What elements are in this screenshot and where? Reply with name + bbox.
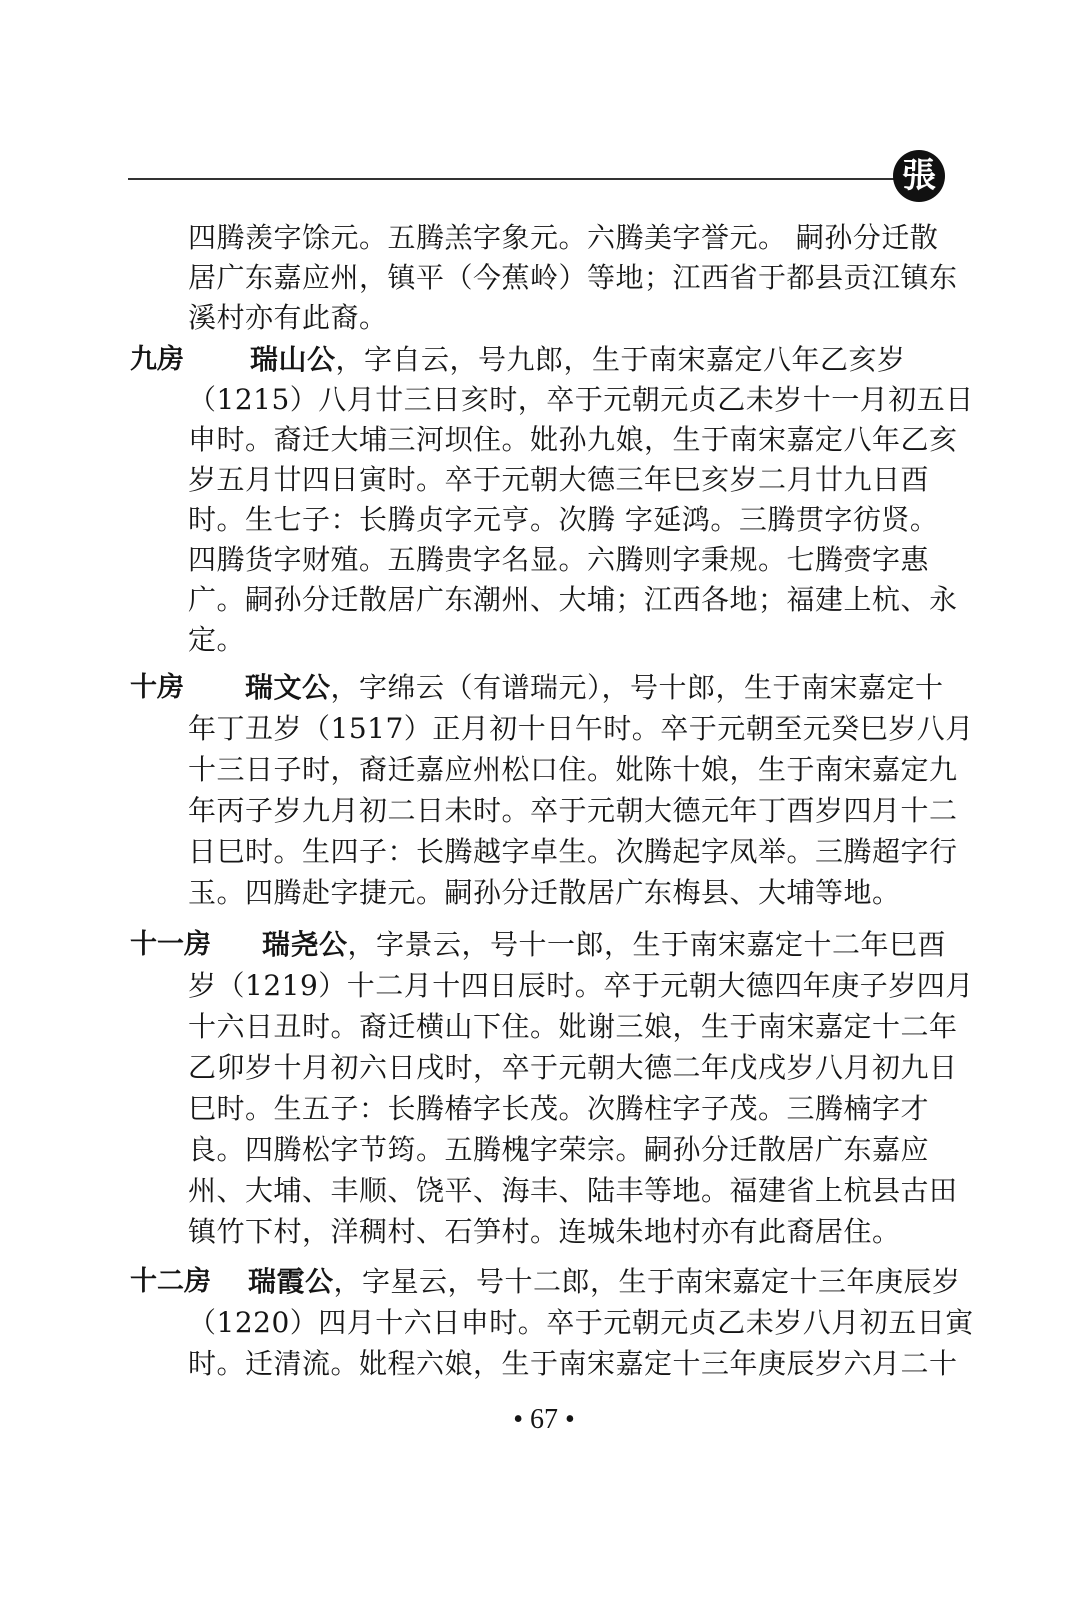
entry-line: 申时。裔迁大埔三河坝住。妣孙九娘，生于南宋嘉定八年乙亥 xyxy=(188,423,958,456)
entry-name: 瑞山公 xyxy=(250,343,336,376)
entry-line: 岁五月廿四日寅时。卒于元朝大德三年巳亥岁二月廿九日酉 xyxy=(188,463,930,496)
entry-line: 岁（1219）十二月十四日辰时。卒于元朝大德四年庚子岁四月 xyxy=(188,969,974,1002)
entry-line: 时。迁清流。妣程六娘，生于南宋嘉定十三年庚辰岁六月二十 xyxy=(188,1347,958,1380)
entry-line: 日巳时。生四子：长腾越字卓生。次腾起字凤举。三腾超字行 xyxy=(188,835,958,868)
entry-line: 良。四腾松字节筠。五腾槐字荣宗。嗣孙分迁散居广东嘉应 xyxy=(188,1133,930,1166)
entry-line: 十六日丑时。裔迁横山下住。妣谢三娘，生于南宋嘉定十二年 xyxy=(188,1010,958,1043)
continuation-line: 居广东嘉应州，镇平（今蕉岭）等地；江西省于都县贡江镇东 xyxy=(188,261,958,294)
entry-line: 州、大埔、丰顺、饶平、海丰、陆丰等地。福建省上杭县古田 xyxy=(188,1174,958,1207)
entry-line: 乙卯岁十月初六日戌时，卒于元朝大德二年戊戌岁八月初九日 xyxy=(188,1051,958,1084)
entry-label: 九房 xyxy=(130,344,184,375)
entry-line: 广。嗣孙分迁散居广东潮州、大埔；江西各地；福建上杭、永 xyxy=(188,583,958,616)
header-rule xyxy=(128,178,900,180)
entry-first-text: ，字绵云（有谱瑞元），号十郎，生于南宋嘉定十 xyxy=(330,671,944,704)
entry-line: （1220）四月十六日申时。卒于元朝元贞乙未岁八月初五日寅 xyxy=(188,1306,974,1339)
entry-first-text: ，字星云，号十二郎，生于南宋嘉定十三年庚辰岁 xyxy=(333,1265,961,1298)
entry-first-line xyxy=(248,1262,961,1302)
entry-line: 玉。四腾赴字捷元。嗣孙分迁散居广东梅县、大埔等地。 xyxy=(188,876,901,909)
entry-line: （1215）八月廿三日亥时，卒于元朝元贞乙未岁十一月初五日 xyxy=(188,383,974,416)
entry-line: 年丙子岁九月初二日未时。卒于元朝大德元年丁酉岁四月十二 xyxy=(188,794,958,827)
entry-first-line xyxy=(245,668,944,708)
page-number: • 67 • xyxy=(513,1404,575,1435)
continuation-line: 溪村亦有此裔。 xyxy=(188,301,388,334)
entry-line: 时。生七子：长腾贞字元亨。次腾 字延鸿。三腾贯字彷贤。 xyxy=(188,503,939,536)
entry-label: 十房 xyxy=(130,672,184,703)
seal-glyph: 張 xyxy=(902,156,936,196)
entry-label: 十二房 xyxy=(130,1266,211,1297)
entry-name: 瑞文公 xyxy=(245,671,331,704)
entry-line: 四腾货字财殖。五腾贵字名显。六腾则字秉规。七腾赍字惠 xyxy=(188,543,930,576)
entry-line: 镇竹下村，洋稠村、石笋村。连城朱地村亦有此裔居住。 xyxy=(188,1215,901,1248)
entry-label: 十一房 xyxy=(130,929,211,960)
entry-line: 巳时。生五子：长腾椿字长茂。次腾柱字子茂。三腾楠字才 xyxy=(188,1092,930,1125)
entry-first-text: ，字景云，号十一郎，生于南宋嘉定十二年巳酉 xyxy=(347,928,947,961)
entry-first-line xyxy=(262,925,946,965)
entry-first-line xyxy=(250,340,906,380)
entry-line: 年丁丑岁（1517）正月初十日午时。卒于元朝至元癸巳岁八月 xyxy=(188,712,974,745)
entry-first-text: ，字自云，号九郎，生于南宋嘉定八年乙亥岁 xyxy=(335,343,906,376)
entry-name: 瑞尧公 xyxy=(262,928,348,961)
continuation-line: 四腾羡字馀元。五腾羔字象元。六腾美字誉元。 嗣孙分迁散 xyxy=(188,221,939,254)
zhang-seal-logo xyxy=(893,150,945,202)
entry-line: 十三日子时，裔迁嘉应州松口住。妣陈十娘，生于南宋嘉定九 xyxy=(188,753,958,786)
entry-line: 定。 xyxy=(188,623,246,656)
entry-name: 瑞霞公 xyxy=(248,1265,334,1298)
